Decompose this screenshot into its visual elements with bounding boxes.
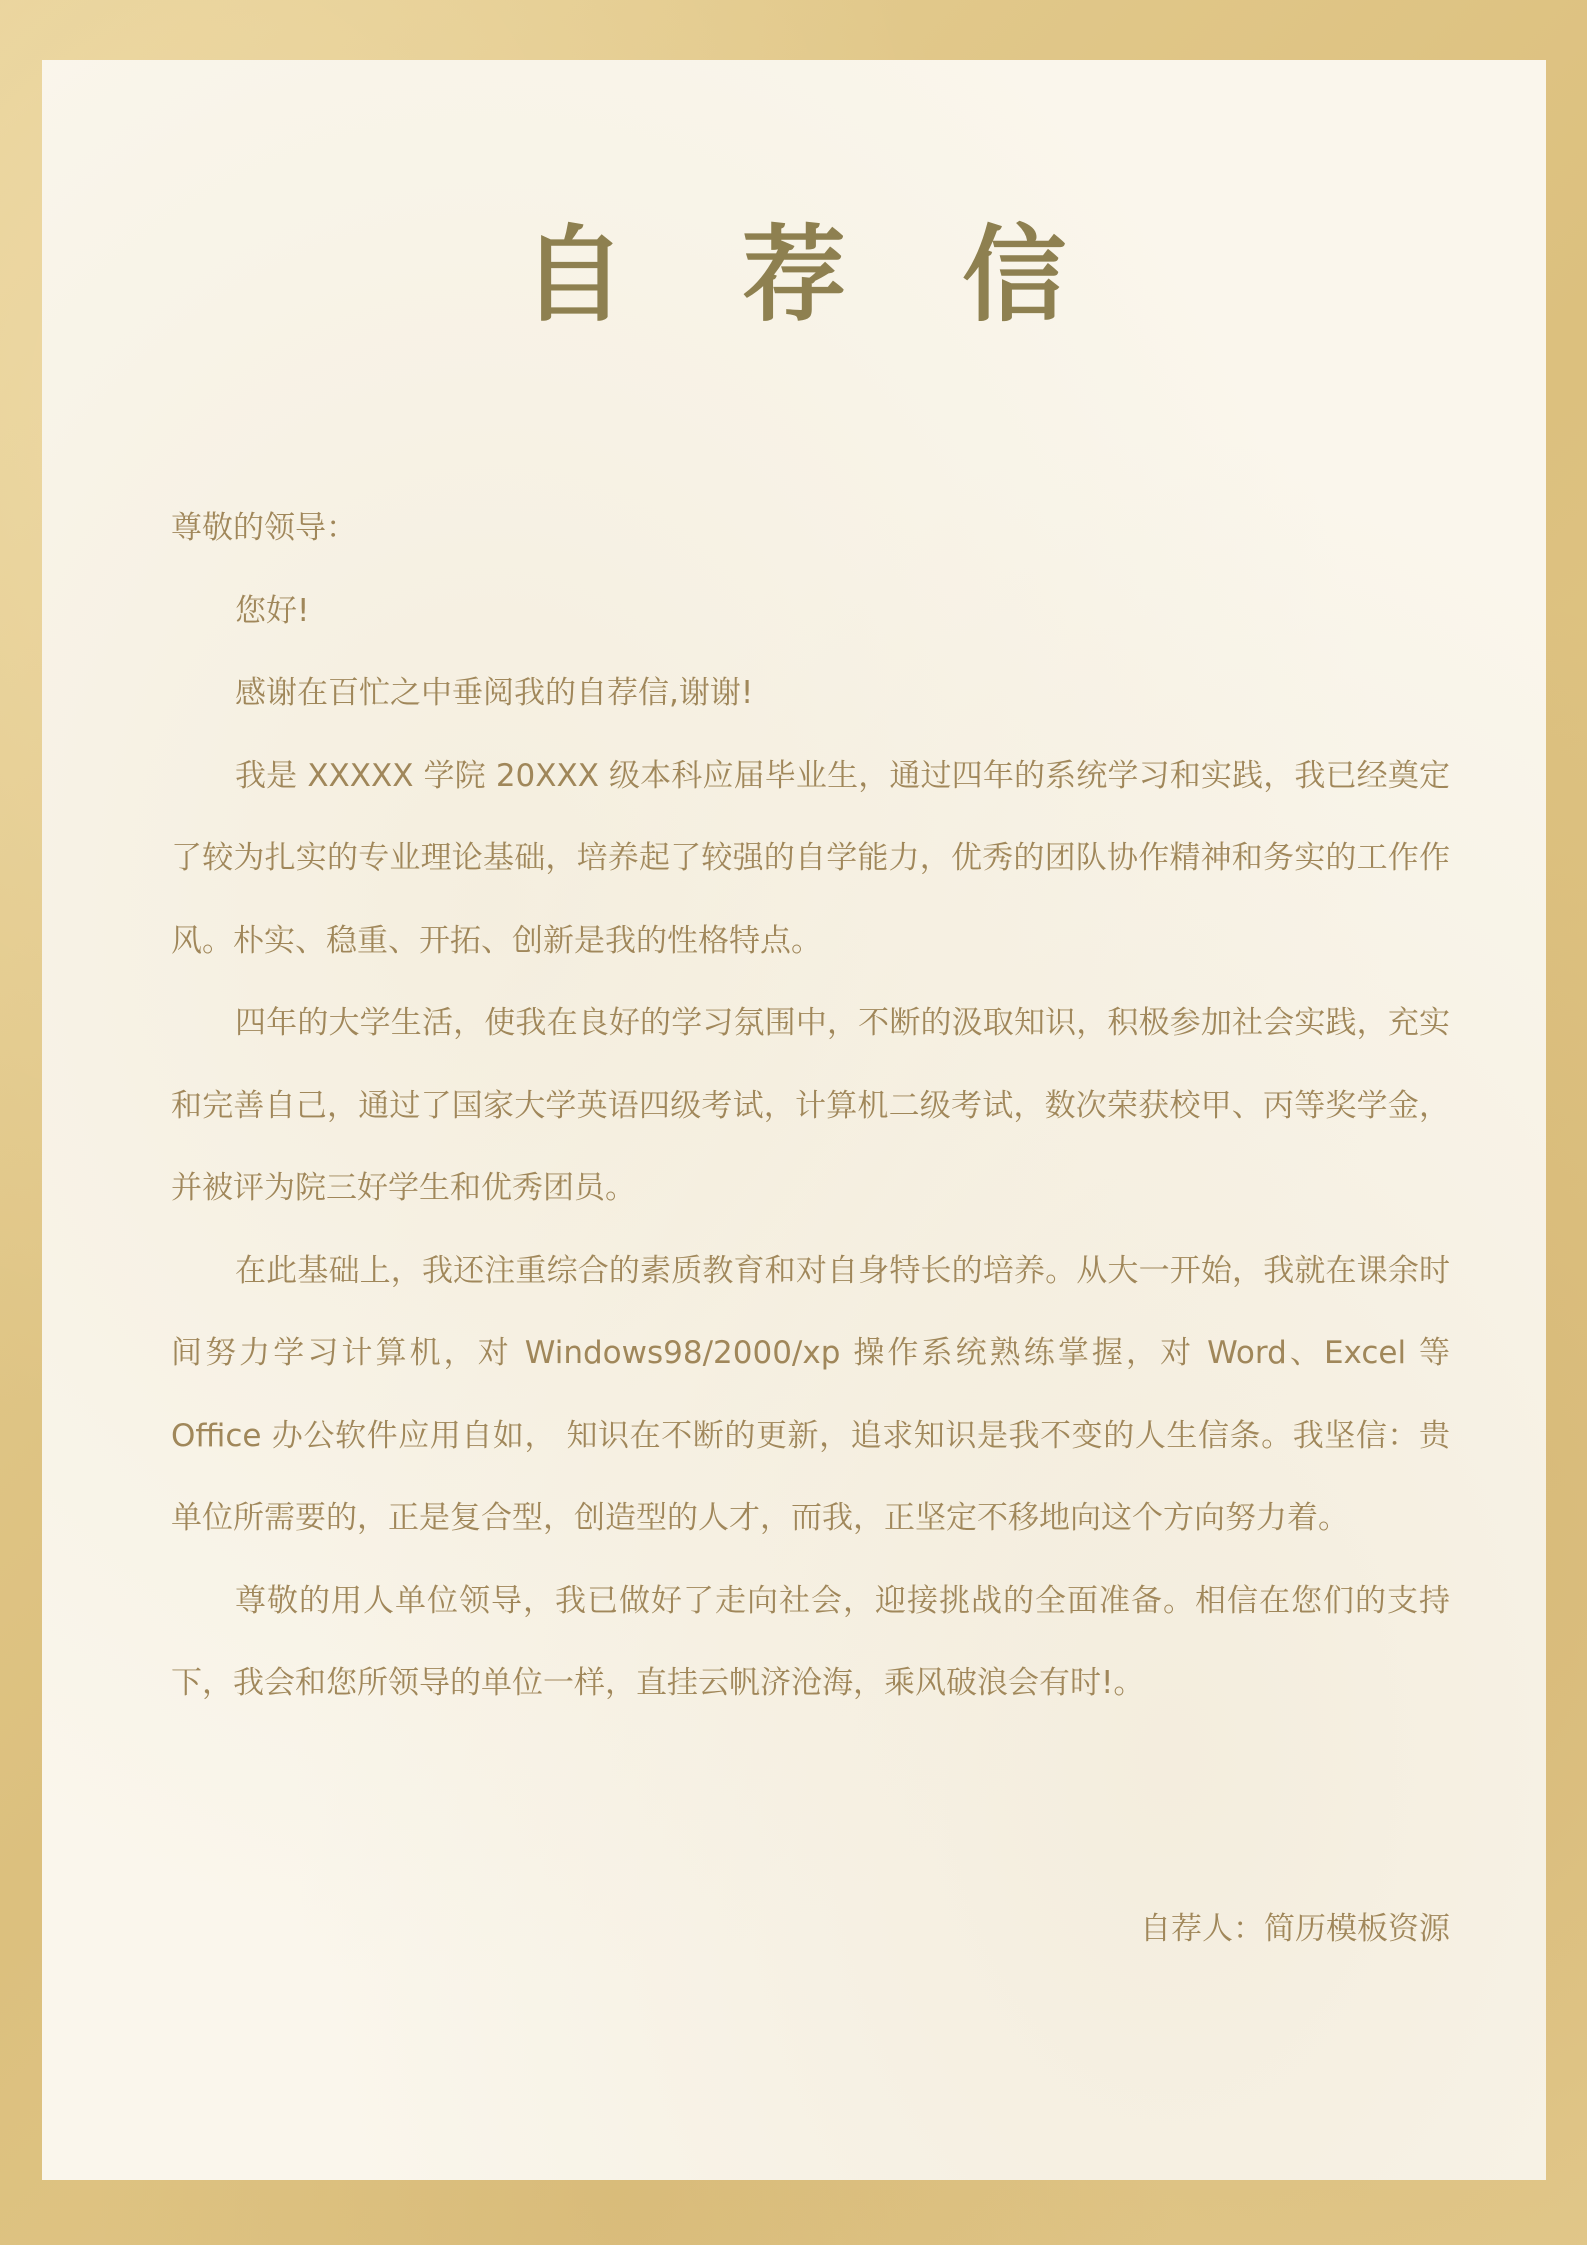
thanks-paragraph: 感谢在百忙之中垂阅我的自荐信,谢谢! <box>235 675 754 711</box>
signature: 自荐人：简历模板资源 <box>1140 1911 1450 1947</box>
letter-title: 自 荐 信 <box>521 214 1107 336</box>
university-life-paragraph: 四年的大学生活，使我在良好的学习氛围中，不断的汲取知识，积极参加社会实践，充实和完善自己，通过了国家大学英语四级考试，计算机二级考试，数次荣获校甲、丙等奖学金，并被评为院三好学生和优秀团员。 <box>171 1005 1450 1206</box>
closing-paragraph: 尊敬的用人单位领导，我已做好了走向社会，迎接挑战的全面准备。相信在您们的支持下，我会和您所领导的单位一样，直挂云帆济沧海，乘风破浪会有时!。 <box>171 1582 1450 1701</box>
greeting-paragraph: 您好! <box>235 592 310 629</box>
skills-paragraph: 在此基础上，我还注重综合的素质教育和对自身特长的培养。从大一开始，我就在课余时间努力学习计算机，对 Windows98/2000/xp 操作系统熟练掌握，对 Word、Excel 等 Office 办公软件应用自如， 知识在不断的更新，追求知识是我不变的人生信条。我坚信：贵单位所需要的，正是复合型，创造型的人才，而我，正坚定不移地向这个方向努力着。 <box>171 1252 1450 1536</box>
letter-body <box>171 487 1450 1725</box>
salutation: 尊敬的领导： <box>171 510 357 546</box>
letter-paper <box>42 60 1546 2180</box>
introduction-paragraph: 我是 XXXXX 学院 20XXX 级本科应届毕业生，通过四年的系统学习和实践，我已经奠定了较为扎实的专业理论基础，培养起了较强的自学能力，优秀的团队协作精神和务实的工作作风。朴实、稳重、开拓、创新是我的性格特点。 <box>171 757 1450 959</box>
